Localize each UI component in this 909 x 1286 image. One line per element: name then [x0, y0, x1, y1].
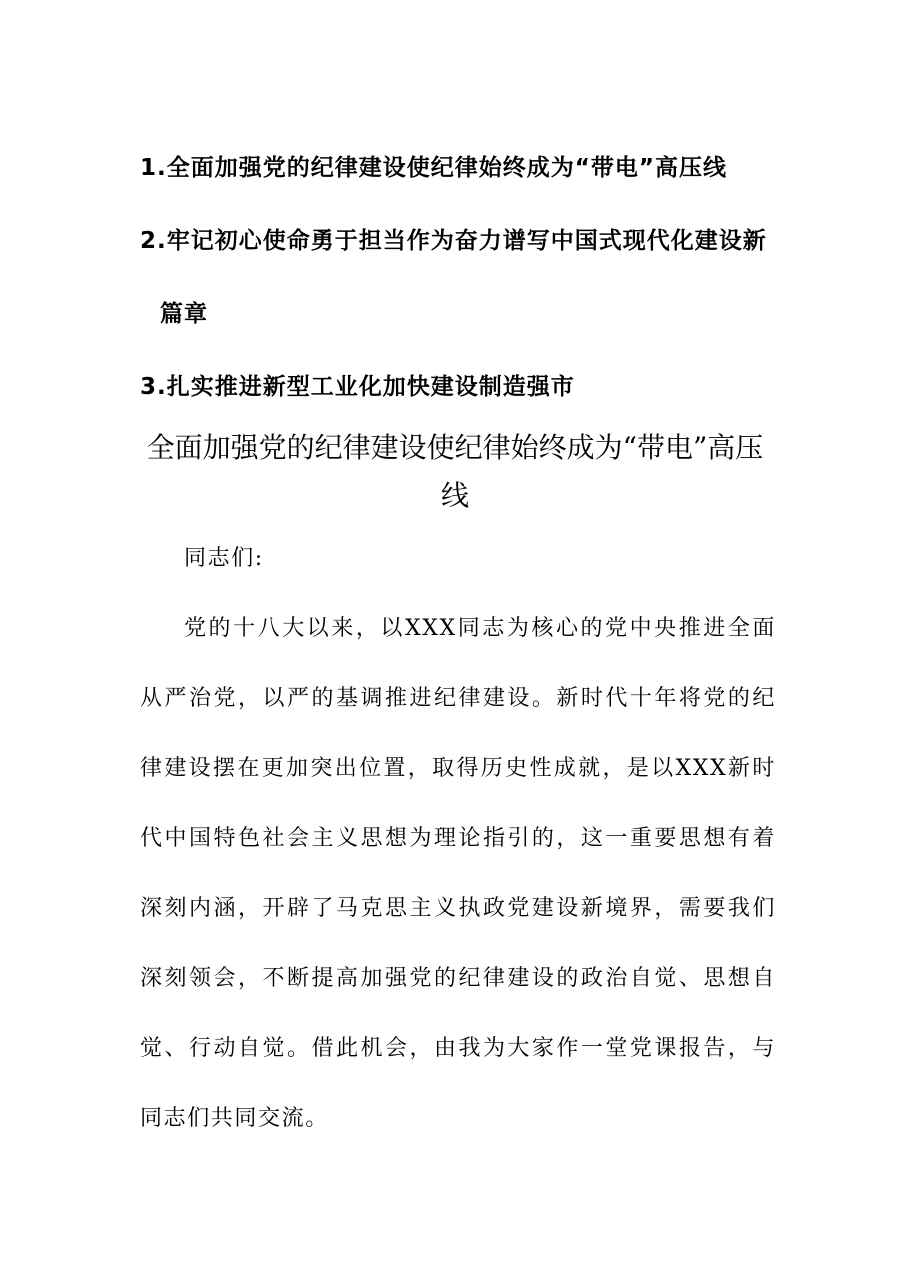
body-paragraph: 党的十八大以来，以XXX同志为核心的党中央推进全面从严治党，以严的基调推进纪律建设。新时代十年将党的纪律建设摆在更加突出位置，取得历史性成就，是以XXX新时代中国特色社会主义思想为理论指引的，这一重要思想有着深刻内涵，开辟了马克思主义执政党建设新境界，需要我们深刻领会，不断提高加强党的纪律建设的政治自觉、思想自觉、行动自觉。借此机会，由我为大家作一堂党课报告，与同志们共同交流。 [140, 616, 776, 1131]
document-body [140, 524, 776, 1154]
table-of-contents [140, 132, 780, 424]
toc-item-3 [140, 351, 780, 424]
document-title: 全面加强党的纪律建设使纪律始终成为“带电”高压线 [146, 431, 764, 512]
toc-item-2-text: 2.牢记初心使命勇于担当作为奋力谱写中国式现代化建设新 [140, 228, 767, 254]
toc-item-1-text: 1.全面加强党的纪律建设使纪律始终成为“带电”高压线 [140, 155, 727, 181]
toc-item-2 [140, 205, 780, 351]
salutation: 同志们: [184, 546, 264, 571]
toc-item-1 [140, 132, 780, 205]
toc-item-2-continuation: 篇章 [160, 301, 208, 327]
toc-item-3-text: 3.扎实推进新型工业化加快建设制造强市 [140, 374, 575, 400]
